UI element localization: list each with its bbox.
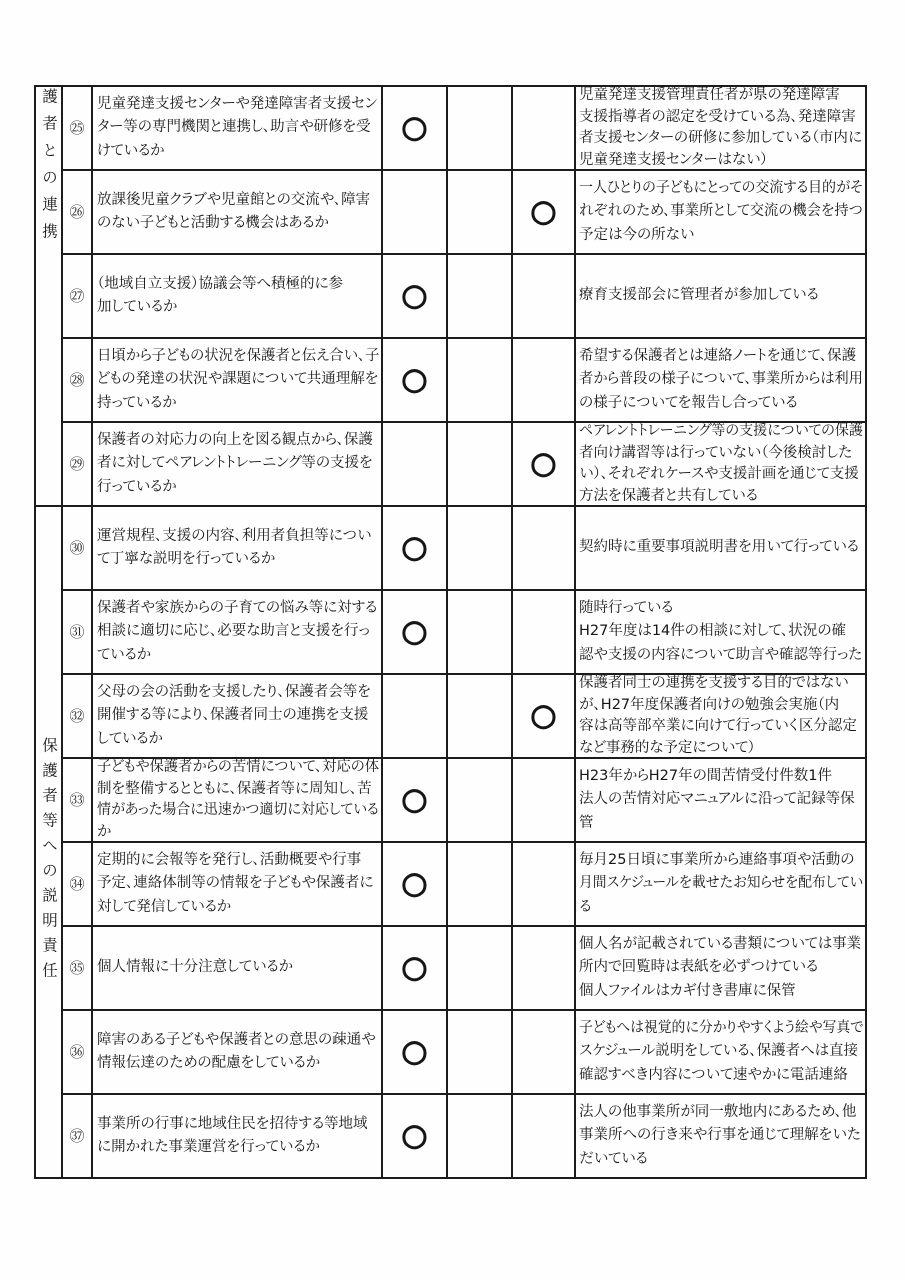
mark-cell-no: [512, 86, 575, 170]
item-number-cell: [62, 506, 92, 590]
circle-mark: ○: [401, 1034, 428, 1069]
mark-cell-neutral: [447, 86, 512, 170]
question-line: 障害のある子どもや保護者との意思の疎通や: [97, 1031, 376, 1048]
item-number-cell: [62, 842, 92, 926]
note-line: 個人名が記載されている書類については事業: [579, 935, 862, 952]
circle-mark: ○: [401, 1118, 428, 1153]
question-cell: [92, 842, 382, 926]
item-number-cell: [62, 1010, 92, 1094]
note-line: だいている: [579, 1150, 648, 1167]
table-row: [62, 1010, 866, 1094]
mark-cell-no: [512, 590, 575, 674]
mark-cell-yes: [382, 254, 447, 338]
question-line: に開かれた事業運営を行っているか: [97, 1139, 320, 1155]
item-number: ㉗: [69, 287, 85, 305]
mark-cell-yes: [382, 758, 447, 842]
mark-cell-neutral: [447, 170, 512, 254]
question-cell: [92, 422, 382, 506]
circle-mark: ○: [401, 110, 428, 145]
note-line: 一人ひとりの子どもにとっての交流する目的がそ: [579, 179, 863, 196]
circle-mark: ○: [401, 278, 428, 313]
note-line: 者向け講習等は行っていない（今後検討した: [579, 444, 853, 461]
item-number: ㉚: [69, 539, 85, 557]
question-cell: [92, 170, 382, 254]
mark-cell-neutral: [447, 506, 512, 590]
note-line: 管: [579, 814, 594, 831]
mark-cell-no: [512, 506, 575, 590]
note-line: スケジュール説明をしている、保護者へは直接: [579, 1043, 859, 1060]
note-line: 予定は今の所ない: [579, 226, 695, 243]
note-line: れぞれのため、事業所として交流の機会を持つ: [579, 203, 863, 220]
mark-cell-no: [512, 842, 575, 926]
item-number-cell: [62, 338, 92, 422]
note-line: 者支援センターの研修に参加している（市内に: [579, 130, 862, 146]
mark-cell-neutral: [447, 842, 512, 926]
mark-cell-neutral: [447, 926, 512, 1010]
note-line: 者から普段の様子について、事業所からは利用: [579, 371, 863, 388]
question-line: 保護者の対応力の向上を図る観点から、保護: [97, 431, 373, 448]
note-line: H27年度は14件の相談に対して、状況の確: [579, 623, 846, 640]
note-line: 法人の苦情対応マニュアルに沿って記録等保: [579, 791, 855, 808]
question-line: 対して発信しているか: [97, 898, 231, 915]
question-line: 定期的に会報等を発行し、活動概要や行事: [97, 851, 362, 868]
item-number: ㉜: [69, 707, 85, 725]
item-number: ㉝: [69, 791, 85, 809]
question-cell: [92, 254, 382, 338]
item-number: ㉕: [69, 119, 85, 137]
note-cell: [575, 170, 866, 254]
note-line: 毎月25日頃に事業所から連絡事項や活動の: [579, 851, 855, 868]
question-cell: [92, 1010, 382, 1094]
note-line: 保護者同士の連携を支援する目的ではない: [579, 675, 849, 691]
question-cell: [92, 338, 382, 422]
section-label: 保護者等への説明責任: [40, 737, 58, 987]
table-row: [62, 758, 866, 842]
mark-cell-yes: [382, 506, 447, 590]
question-line: て丁寧な説明を行っているか: [97, 551, 275, 567]
table-row: [62, 1094, 866, 1178]
item-number-cell: [62, 1094, 92, 1178]
mark-cell-yes: [382, 170, 447, 254]
circle-mark: ○: [401, 362, 428, 397]
note-cell: [575, 422, 866, 506]
circle-mark: ○: [401, 950, 428, 985]
mark-cell-no: [512, 422, 575, 506]
mark-cell-neutral: [447, 422, 512, 506]
note-line: 月間スケジュールを載せたお知らせを配布してい: [579, 875, 864, 892]
note-cell: [575, 842, 866, 926]
note-cell: [575, 758, 866, 842]
question-cell: [92, 590, 382, 674]
note-line: る: [579, 898, 592, 915]
table-row: [62, 506, 866, 590]
table-row: [62, 590, 866, 674]
circle-mark: ○: [401, 782, 428, 817]
note-line: い）、それぞれケースや支援計画を通じて支援: [579, 466, 859, 482]
mark-cell-no: [512, 338, 575, 422]
note-line: 方法を保護者と共有している: [579, 487, 758, 504]
note-cell: [575, 86, 866, 170]
mark-cell-no: [512, 254, 575, 338]
question-line: 者に対してペアレントトレーニング等の支援を: [97, 455, 373, 472]
note-line: 支援指導者の認定を受けている為、発達障害: [579, 108, 856, 125]
mark-cell-neutral: [447, 338, 512, 422]
note-line: 希望する保護者とは連絡ノートを通じて、保護: [579, 347, 857, 364]
question-line: ているか: [97, 646, 151, 663]
note-line: ペアレントトレーニング等の支援についての保護: [579, 423, 863, 439]
note-cell: [575, 926, 866, 1010]
question-cell: [92, 926, 382, 1010]
note-cell: [575, 674, 866, 758]
question-line: 制を整備するとともに、保護者等に周知し、苦: [97, 780, 372, 797]
table-row: [62, 338, 866, 422]
note-line: 容は高等部卒業に向けて行っていく区分認定: [579, 718, 857, 734]
table-row: [62, 842, 866, 926]
table-row: [62, 422, 866, 506]
mark-cell-yes: [382, 422, 447, 506]
mark-cell-yes: [382, 86, 447, 170]
item-number: ㉟: [69, 959, 85, 977]
question-line: けているか: [97, 142, 165, 159]
note-cell: [575, 338, 866, 422]
note-line: 法人の他事業所が同一敷地内にあるため、他: [579, 1103, 857, 1120]
question-line: 父母の会の活動を支援したり、保護者会等を: [97, 683, 371, 700]
question-line: 児童発達支援センターや発達障害者支援セン: [97, 95, 377, 112]
question-line: 個人情報に十分注意しているか: [97, 959, 293, 976]
circle-mark: ○: [530, 446, 557, 481]
question-line: 子どもや保護者からの苦情について、対応の体: [97, 759, 380, 775]
item-number-cell: [62, 590, 92, 674]
item-number-cell: [62, 170, 92, 254]
item-number: ㊲: [69, 1127, 85, 1145]
note-cell: [575, 590, 866, 674]
table-row: [62, 170, 866, 254]
question-line: のない子どもと活動する機会はあるか: [97, 215, 329, 231]
note-line: 随時行っている: [579, 599, 674, 616]
circle-mark: ○: [530, 194, 557, 229]
question-line: 運営規程、支援の内容、利用者負担等につい: [97, 527, 372, 544]
note-line: 個人ファイルはカギ付き書庫に保管: [579, 982, 796, 999]
question-line: 行っているか: [97, 478, 177, 495]
note-cell: [575, 254, 866, 338]
note-line: が、H27年度保護者向けの勉強会実施（内: [579, 696, 840, 713]
mark-cell-yes: [382, 926, 447, 1010]
question-line: 日頃から子どもの状況を保護者と伝え合い、子: [97, 347, 380, 364]
table-row: [62, 86, 866, 170]
note-cell: [575, 506, 866, 590]
circle-mark: ○: [401, 866, 428, 901]
question-cell: [92, 506, 382, 590]
mark-cell-neutral: [447, 254, 512, 338]
item-number-cell: [62, 674, 92, 758]
question-line: どもの発達の状況や課題について共通理解を: [97, 371, 379, 388]
question-cell: [92, 758, 382, 842]
question-line: 開催する等により、保護者同士の連携を支援: [97, 707, 369, 724]
mark-cell-no: [512, 758, 575, 842]
note-line: 契約時に重要事項説明書を用いて行っている: [579, 539, 859, 556]
note-line: の様子についてを報告し合っている: [579, 394, 798, 411]
note-line: など事務的な予定について）: [579, 739, 756, 756]
note-line: 療育支援部会に管理者が参加している: [579, 287, 819, 304]
question-line: 放課後児童クラブや児童館との交流や、障害: [97, 191, 371, 208]
circle-mark: ○: [401, 530, 428, 565]
question-cell: [92, 674, 382, 758]
question-line: 加しているか: [97, 299, 178, 315]
question-line: 情があった場合に迅速かつ適切に対応している: [97, 802, 379, 818]
note-line: H23年からH27年の間苦情受付件数1件: [579, 767, 833, 784]
table-row: [62, 926, 866, 1010]
note-cell: [575, 1094, 866, 1178]
note-line: 所内で回覧時は表紙を必ずつけている: [579, 959, 818, 976]
note-line: 児童発達支援センターはない）: [579, 151, 768, 168]
question-line: しているか: [97, 730, 163, 747]
mark-cell-no: [512, 1010, 575, 1094]
note-line: 認や支援の内容について助言や確認等行った: [579, 646, 863, 663]
mark-cell-yes: [382, 590, 447, 674]
mark-cell-no: [512, 170, 575, 254]
item-number: ㉘: [69, 371, 85, 389]
note-line: 事業所への行き来や行事を通じて理解をいた: [579, 1127, 861, 1144]
note-line: 確認すべき内容について速やかに電話連絡: [579, 1066, 848, 1083]
question-line: 持っているか: [97, 394, 177, 411]
mark-cell-neutral: [447, 1010, 512, 1094]
question-line: 事業所の行事に地域住民を招待する等地域: [97, 1115, 368, 1132]
question-line: か: [97, 823, 112, 840]
item-number: ㉞: [69, 875, 85, 893]
mark-cell-neutral: [447, 674, 512, 758]
mark-cell-neutral: [447, 1094, 512, 1178]
question-line: （地域自立支援）協議会等へ積極的に参: [97, 275, 344, 292]
question-cell: [92, 86, 382, 170]
mark-cell-yes: [382, 842, 447, 926]
item-number-cell: [62, 758, 92, 842]
question-cell: [92, 1094, 382, 1178]
note-cell: [575, 1010, 866, 1094]
note-line: 子どもへは視覚的に分かりやすくよう絵や写真で: [579, 1019, 864, 1036]
mark-cell-no: [512, 926, 575, 1010]
mark-cell-yes: [382, 1094, 447, 1178]
table-row: [62, 674, 866, 758]
item-number: ㉙: [69, 455, 85, 473]
mark-cell-yes: [382, 338, 447, 422]
question-line: ター等の専門機関と連携し、助言や研修を受: [97, 119, 371, 136]
mark-cell-yes: [382, 674, 447, 758]
item-number-cell: [62, 254, 92, 338]
item-number-cell: [62, 926, 92, 1010]
question-line: 予定、連絡体制等の情報を子どもや保護者に: [97, 875, 374, 892]
item-number: ㉖: [69, 203, 85, 221]
item-number-cell: [62, 86, 92, 170]
table-row: [62, 254, 866, 338]
question-line: 保護者や家族からの子育ての悩み等に対する: [97, 599, 378, 616]
circle-mark: ○: [530, 698, 557, 733]
mark-cell-neutral: [447, 758, 512, 842]
question-line: 相談に適切に応じ、必要な助言と支援を行っ: [97, 623, 370, 640]
circle-mark: ○: [401, 614, 428, 649]
section-label: 護者との連携: [40, 88, 58, 250]
mark-cell-no: [512, 674, 575, 758]
mark-cell-neutral: [447, 590, 512, 674]
item-number: ㉛: [69, 623, 85, 641]
mark-cell-yes: [382, 1010, 447, 1094]
mark-cell-no: [512, 1094, 575, 1178]
note-line: 児童発達支援管理責任者が県の発達障害: [579, 87, 840, 103]
item-number: ㊱: [69, 1043, 85, 1061]
item-number-cell: [62, 422, 92, 506]
question-line: 情報伝達のための配慮をしているか: [97, 1055, 320, 1071]
